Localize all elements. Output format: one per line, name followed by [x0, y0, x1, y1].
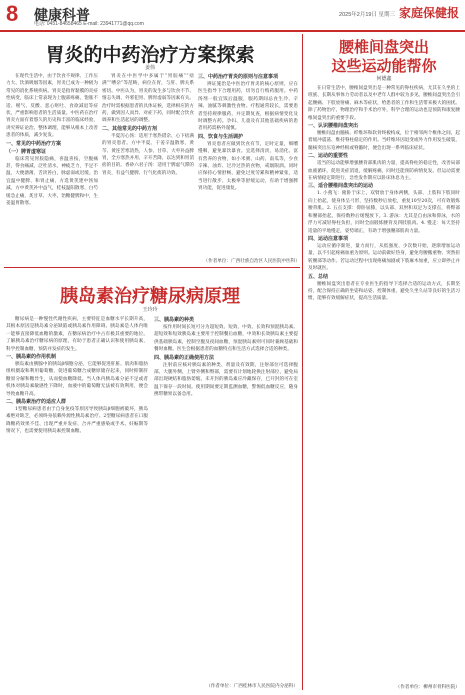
article-2-paragraph: 注射前应核对胰岛素的种类、剂量及有效期，注射部位可选择腹部、大腿外侧、上臂外侧和臀部，需要有计划地轮换注射部位，避免局部出现硬结和脂肪萎缩。未开封的胰岛素应冷藏保存，已开封的可在室温下保存一段时间。使用期间要定期监测血糖，警惕低血糖反应，随身携带糖果以备急用。	[154, 362, 298, 398]
article-1-paragraph: 临床常见胃脘隐痛，喜温喜按，空腹痛甚，得食痛减，泛吐清水，神疲乏力，手足不温，大便溏薄，舌淡苔白，脉虚弱或迟缓。治宜温中健脾、和胃止痛，方选黄芪建中汤加减。方中黄芪补中益气，桂枝温阳散寒，白芍缓急止痛，炙甘草、大枣、饴糖健脾和中，生姜温胃散寒。	[6, 156, 98, 207]
article-3-paragraph: 在日常生活中，腰椎间盘突出是一种常见的脊柱疾病，尤其在久坐的上班族、长期从事体力劳动者以及中老年人群中较为多见。腰椎间盘突出会引起腰痛、下肢放射痛、麻木等症状，给患者的工作和生活带来极大的困扰。除了药物治疗、物理治疗和手术治疗外，科学合理的运动也是预防和康复腰椎间盘突出的重要手段。	[308, 86, 460, 121]
article-1-author-affiliation: （作者单位：广西壮族自治区人民医院中医科）	[203, 258, 300, 263]
article-1-paragraph: 辨证施治是中医治疗胃炎的核心原则，应在医生指导下合理用药，切勿自行购药服用。中药汤剂一般宜饭后温服，服药期间忌食生冷、辛辣、油腻等刺激性食物。疗程通常较长，需要患者坚持规律服药，并定期复查，根据病情变化及时调整方药。孕妇、儿童及有其他基础疾病的患者用药需格外谨慎。	[198, 82, 298, 132]
article-2-paragraph: 胰岛素由胰腺中的胰岛β细胞分泌，它能够促进肝脏、肌肉和脂肪组织摄取和利用葡萄糖，促进葡萄糖合成糖原储存起来，同时抑制肝糖原分解和糖异生，从而使血糖降低。当人体内胰岛素分泌不足或者机体对胰岛素敏感性下降时，血液中的葡萄糖无法被有效利用，便会导致血糖升高。	[6, 362, 148, 397]
article-3-paragraph: 1. 小燕飞：俯卧于床上，双臂放于身体两侧，头部、上肢和下肢同时向上抬起，使身体呈弓形，坚持数秒后放松，重复10至20次，可有效锻炼腰背肌。2. 五点支撑：仰卧屈膝，以头部、双肘和双足为支撑点，将臀部和腰部抬起，保持数秒后缓慢放下。3. 游泳：尤其是自由泳和仰泳，水的浮力可减轻脊柱负担，同时全面锻炼腰背及四肢肌肉。4. 慢走：每天坚持适量的平地慢走，姿势端正，有助于增强腰部肌肉力量。	[308, 191, 460, 234]
article-1-paragraph: 半夏泻心汤：适用于寒热错杂、心下痞满的胃炎患者。方中半夏、干姜辛温散寒，黄芩、黄连苦寒清热，人参、甘草、大枣补益脾胃，全方寒热并用、辛开苦降，以达到和胃消痞的目的。香砂六君子汤：适用于脾虚气滞的胃炎，有益气健脾、行气化痰的功效。	[102, 133, 194, 176]
article-3-author-affiliation: （作者单位：柳州市骨科医院）	[395, 684, 460, 689]
article-1-subheading: （一）脾胃虚寒证	[6, 148, 47, 155]
article-2-author: 王玲玲	[142, 307, 158, 313]
article-1-column-1	[6, 73, 98, 253]
column-divider	[302, 34, 303, 690]
article-2-title: 胰岛素治疗糖尿病原理	[60, 286, 240, 307]
paper-name: 家庭保健报	[398, 6, 459, 20]
article-3-column	[308, 85, 460, 683]
article-1-subheading: 四、饮食与生活调护	[198, 133, 244, 140]
article-1-column-2	[102, 73, 194, 253]
article-1-subheading: 三、中药治疗胃炎的原则与注意事项	[198, 74, 279, 80]
article-3-title-line-1: 腰椎间盘突出	[338, 38, 429, 56]
article-3-subheading: 五、总结	[308, 273, 329, 280]
masthead	[0, 0, 465, 32]
article-2-column-1	[6, 316, 148, 686]
article-3-subheading: 一、认识腰椎间盘突出	[308, 123, 359, 130]
article-1-paragraph: 胃炎患者应做到饮食有节，定时定量，细嚼慢咽，避免暴饮暴食。宜选择清淡、易消化、富有营养的食物，如小米粥、山药、南瓜等，少食辛辣、油炸、过冷过热的食物，戒烟限酒。同时应保持心情舒畅，避免过度劳累和精神紧张，适当进行散步、太极拳等舒缓运动，有助于增强脾胃功能，促进康复。	[198, 141, 298, 192]
article-2-subheading: 三、胰岛素的种类	[154, 317, 195, 323]
section-name: 健康科普	[34, 8, 90, 24]
article-1-column-3	[198, 73, 298, 253]
article-1-paragraph: 胃炎在中医学中多属于“胃脘痛”“痞满”“嘈杂”等范畴，病位在胃，与肝、脾关系密切。中医认为，胃炎的发生多与饮食不节、情志失调、外邪犯胃、脾胃虚弱等因素有关。治疗时需根据患者的具体证候，选择相应的方药，做到因人而异、对症下药，同时配合饮食调养和生活起居的调整。	[102, 74, 194, 124]
article-2-subheading: 一、胰岛素的作用机制	[6, 354, 57, 361]
article-3-subheading: 四、运动注意事项	[308, 235, 349, 242]
divider	[4, 267, 300, 268]
article-3-title-line-2: 这些运动能帮你	[331, 57, 437, 75]
article-2-paragraph: 按作用时间长短可分为超短效、短效、中效、长效和预混胰岛素。超短效和短效胰岛素主要用于控制餐后血糖，中效和长效胰岛素主要提供基础胰岛素，控制空腹及夜间血糖，预混胰岛素则可同时兼顾基础和餐时血糖。医生会根据患者的血糖特点和生活方式选择合适的种类。	[154, 325, 298, 353]
issue-date: 2025年2月19日 星期三	[339, 12, 395, 18]
article-3-paragraph: 运动应循序渐进，量力而行，从低强度、少次数开始，逐渐增加运动量，以不引起疼痛加重为原则。运动前做好热身，避免弯腰搬重物、突然扭转腰部等动作。若运动过程中出现疼痛加剧或下肢麻木加重，应立即停止并及时就医。	[308, 243, 460, 272]
article-3-author: 何德鑫	[376, 76, 392, 82]
page-number: 8	[6, 1, 19, 26]
article-1-paragraph: 在现代生活中，由于饮食不规律、工作压力大、饮酒吸烟等因素，胃炎已成为一种极为常见的消化系统疾病。胃炎是指胃黏膜的炎症性病变，临床上常表现为上腹部疼痛、饱胀不适、嗳气、反酸、恶心呕吐、食欲减退等症状，严重影响患者的生活质量。中医药在治疗胃炎方面有着悠久的历史和丰富的临床经验，讲究辨证论治、整体调理，能够从根本上改善患者的体质，减少复发。	[6, 74, 98, 139]
article-2-column-2	[154, 316, 298, 678]
article-2-subheading: 二、胰岛素治疗的适应人群	[6, 399, 67, 406]
article-3-paragraph: 腰椎间盘由髓核、纤维环和软骨终板构成，位于相邻两个椎体之间，起着缓冲震荡、维持脊柱稳定的作用。当纤维环因退变或外力作用发生破裂，髓核突出压迫神经根或脊髓时，便会出现一系列临床症状。	[308, 131, 460, 151]
article-3-paragraph: 腰椎间盘突出患者在专业医生的指导下选择合适的运动方式，长期坚持，配合保持正确的坐姿和站姿、控制体重、避免久坐久站等良好的生活习惯，能够有效缓解症状，提高生活质量。	[308, 281, 460, 302]
article-2-subheading: 四、胰岛素的正确使用方法	[154, 354, 215, 361]
article-1-subheading: 一、常见的中药治疗方案	[6, 140, 62, 147]
article-3-subheading: 二、运动的重要性	[308, 153, 349, 160]
article-2-paragraph: 1型糖尿病患者由于自身免疫等原因导致胰岛β细胞被破坏，胰岛素绝对缺乏，必须终身依赖外源性胰岛素治疗。2型糖尿病患者在口服降糖药效果不佳、出现严重并发症、合并严重感染或手术、妊娠期等情况下，也需要使用胰岛素控制血糖。	[6, 407, 148, 435]
article-2-paragraph: 糖尿病是一种慢性代谢性疾病，主要特征是血糖水平长期升高，其根本原因是胰岛素分泌缺陷或胰岛素作用障碍。胰岛素是人体内唯一能够直接降低血糖的激素，在糖尿病治疗中占有极其重要的地位。了解胰岛素治疗糖尿病的原理，有助于患者正确认识和使用胰岛素，科学控制血糖，预防并发症的发生。	[6, 317, 148, 352]
contact-info: 电话: 0451-84658465 E-mail: 23941771@qq.com	[34, 21, 144, 27]
article-3-paragraph: 适当的运动能够增强腰背部肌肉的力量，提高脊柱的稳定性，改善局部血液循环，促进炎症消退，缓解疼痛，同时还能预防病情复发。但运动需要在病情稳定期进行，急性发作期应以卧床休息为主。	[308, 161, 460, 182]
article-1-author: 姜伟	[144, 65, 155, 71]
article-1-title: 胃炎的中药治疗方案探索	[45, 44, 255, 66]
article-3-subheading: 三、适合腰椎间盘突出的运动	[308, 183, 374, 190]
article-1-subheading: 二、其他常见的中药方剂	[102, 125, 158, 132]
article-2-author-affiliation: （作者单位：广西桂林市人民医院内分泌科）	[206, 683, 298, 688]
